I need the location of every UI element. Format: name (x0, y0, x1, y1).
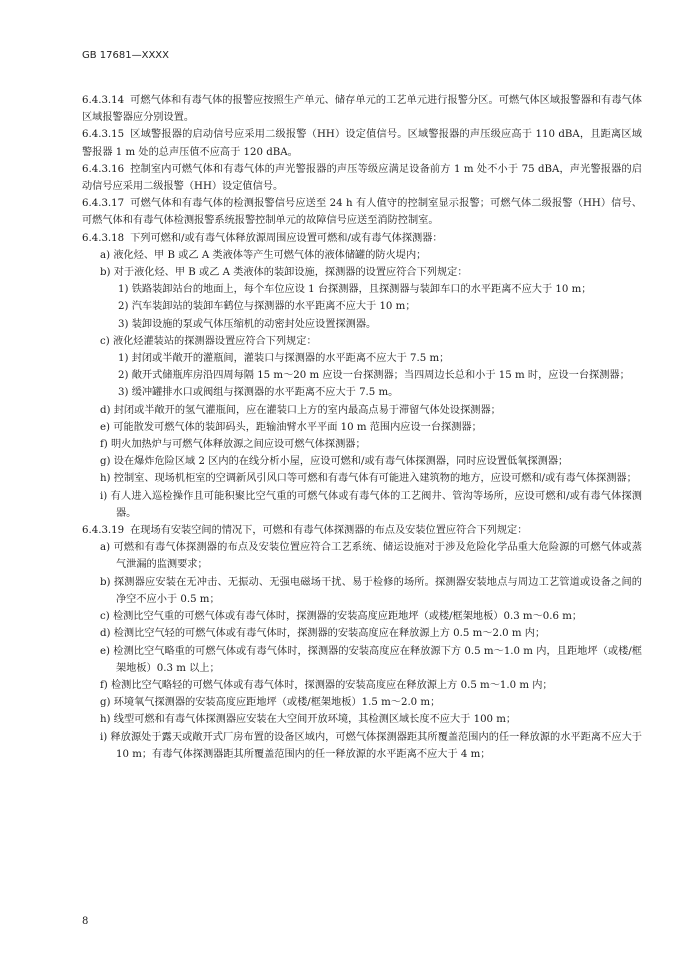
clause-text: 控制室内可燃气体和有毒气体的声光警报器的声压等级应满足设备前方 1 m 处不小于 75 dBA，声光警报器的启动信号应采用二级报警（HH）设定值信号。 (82, 163, 642, 193)
list-item (82, 264, 642, 281)
item-text: 控制室、现场机柜室的空调新风引风口等可燃和有毒气体有可能进入建筑物的地方，应设可燃和/或有毒气体探测器； (113, 473, 637, 485)
item-text: 可能散发可燃气体的装卸码头，距输油臂水平平面 10 m 范围内应设一台探测器； (113, 421, 482, 433)
item-label: c) (100, 335, 110, 347)
sub-item (82, 316, 642, 333)
item-label: a) (100, 249, 111, 261)
list-item (82, 488, 642, 522)
list-item (82, 419, 642, 436)
clause-text: 可燃气体和有毒气体的检测报警信号应送至 24 h 有人值守的控制室显示报警；可燃气体二级报警（HH）信号、可燃气体和有毒气体检测报警系统报警控制单元的故障信号应送至消防控制室。 (82, 198, 642, 227)
sub-item (82, 298, 642, 315)
item-text: 环境氧气探测器的安装高度应距地坪（或楼/框架地板）1.5 m～2.0 m； (113, 697, 441, 709)
item-text: 检测比空气重的可燃气体或有毒气体时，探测器的安装高度应距地坪（或楼/框架地板）0.3 m～0.6 m； (112, 611, 583, 623)
clause-text: 下列可燃和/或有毒气体释放源周围应设置可燃和/或有毒气体探测器： (130, 232, 443, 244)
item-label: i) (100, 731, 108, 743)
sub-item (82, 281, 642, 298)
clause-number: 6.4.3.15 (82, 129, 125, 141)
item-text: 液化烃灌装站的探测器设置应符合下列规定： (112, 335, 317, 347)
document-body (82, 92, 642, 763)
item-label: 1) (118, 284, 129, 296)
list-item (82, 729, 642, 763)
clause-text: 在现场有安装空间的情况下，可燃和有毒气体探测器的布点及安装位置应符合下列规定： (130, 525, 528, 537)
item-label: 2) (118, 370, 129, 382)
list-item (82, 574, 642, 608)
list-item (82, 677, 642, 694)
item-label: c) (100, 611, 110, 623)
item-label: 2) (118, 301, 129, 313)
clause-number: 6.4.3.17 (82, 198, 125, 210)
item-text: 铁路装卸站台的地面上，每个车位应设 1 台探测器，且探测器与装卸车口的水平距离不应大于 10 m； (131, 284, 592, 296)
item-label: h) (100, 714, 111, 726)
list-item (82, 470, 642, 487)
item-text: 检测比空气略轻的可燃气体或有毒气体时，探测器的安装高度应在释放源上方 0.5 m～1.0 m 内； (111, 679, 553, 691)
item-text: 有人进入巡检操作且可能积聚比空气重的可燃气体或有毒气体的工艺阀井、管沟等场所，应设可燃和/或有毒气体探测器。 (110, 490, 642, 519)
clause-6-4-3-16 (82, 161, 642, 195)
item-text: 封闭或半敞开的氢气灌瓶间，应在灌装口上方的室内最高点易于滞留气体处设探测器； (113, 404, 501, 416)
item-text: 线型可燃和有毒气体探测器应安装在大空间开放环境，其检测区域长度不应大于 100 m； (113, 714, 517, 726)
clause-number: 6.4.3.19 (82, 525, 125, 537)
list-item (82, 247, 642, 264)
clause-6-4-3-19 (82, 522, 642, 539)
list-item (82, 539, 642, 573)
page-number: 8 (82, 916, 89, 927)
clause-6-4-3-14 (82, 92, 642, 126)
item-label: d) (100, 628, 111, 640)
list-item (82, 436, 642, 453)
item-text: 明火加热炉与可燃气体释放源之间应设可燃气体探测器； (111, 439, 366, 451)
item-text: 设在爆炸危险区域 2 区内的在线分析小屋，应设可燃和/或有毒气体探测器，同时应设置低氧探测器； (113, 456, 569, 468)
item-label: d) (100, 404, 111, 416)
list-item (82, 402, 642, 419)
item-text: 汽车装卸站的装卸车鹤位与探测器的水平距离不应大于 10 m； (131, 301, 416, 313)
item-text: 可燃和有毒气体探测器的布点及安装位置应符合工艺系统、储运设施对于涉及危险化学品重大危险源的可燃气体或蒸气泄漏的监测要求； (113, 542, 642, 571)
item-label: b) (100, 576, 111, 588)
item-text: 检测比空气略重的可燃气体或有毒气体时，探测器的安装高度应在释放源下方 0.5 m～1.0 m 内，且距地坪（或楼/框架地板）0.3 m 以上； (113, 645, 642, 674)
standard-code-header: GB 17681—XXXX (82, 50, 170, 61)
clause-number: 6.4.3.18 (82, 232, 125, 244)
list-item (82, 333, 642, 350)
item-label: e) (100, 421, 111, 433)
clause-text: 区域警报器的启动信号应采用二级报警（HH）设定值信号。区域警报器的声压级应高于 110 dBA，且距离区域警报器 1 m 处的总声压值不应高于 120 dBA。 (82, 129, 642, 158)
list-item (82, 453, 642, 470)
item-label: f) (100, 679, 108, 691)
list-item (82, 608, 642, 625)
sub-item (82, 350, 642, 367)
list-item (82, 625, 642, 642)
item-label: e) (100, 645, 111, 657)
clause-6-4-3-18 (82, 230, 642, 247)
item-label: 1) (118, 353, 129, 365)
item-text: 释放源处于露天或敞开式厂房布置的设备区域内，可燃气体探测器距其所覆盖范围内的任一释放源的水平距离不应大于 10 m；有毒气体探测器距其所覆盖范围内的任一释放源的水平距离不应大于 4 m； (110, 731, 642, 760)
item-label: a) (100, 542, 111, 554)
list-item (82, 643, 642, 677)
item-text: 封闭或半敞开的灌瓶间，灌装口与探测器的水平距离不应大于 7.5 m； (131, 353, 450, 365)
item-text: 检测比空气轻的可燃气体或有毒气体时，探测器的安装高度应在释放源上方 0.5 m～2.0 m 内； (113, 628, 546, 640)
item-label: g) (100, 697, 111, 709)
item-label: 3) (118, 318, 129, 330)
item-label: i) (100, 490, 108, 502)
list-item (82, 694, 642, 711)
clause-6-4-3-15 (82, 126, 642, 160)
clause-number: 6.4.3.14 (82, 95, 125, 106)
item-text: 探测器应安装在无冲击、无振动、无强电磁场干扰、易于检修的场所。探测器安装地点与周边工艺管道或设备之间的净空不应小于 0.5 m； (113, 576, 642, 605)
sub-item (82, 367, 642, 384)
item-label: f) (100, 439, 108, 451)
item-label: b) (100, 267, 111, 279)
item-label: 3) (118, 387, 129, 399)
item-label: h) (100, 473, 111, 485)
item-text: 液化烃、甲 B 或乙 A 类液体等产生可燃气体的液体储罐的防火堤内； (113, 249, 427, 261)
sub-item (82, 384, 642, 401)
clause-text: 可燃气体和有毒气体的报警应按照生产单元、储存单元的工艺单元进行报警分区。可燃气体区域报警器和有毒气体区域报警器应分别设置。 (82, 95, 642, 124)
item-text: 敞开式储瓶库房沿四周每隔 15 m～20 m 应设一台探测器；当四周边长总和小于 15 m 时，应设一台探测器； (131, 370, 630, 382)
item-text: 缓冲罐排水口或阀组与探测器的水平距离不应大于 7.5 m。 (131, 387, 399, 399)
clause-6-4-3-17 (82, 195, 642, 229)
list-item (82, 711, 642, 728)
item-label: g) (100, 456, 111, 468)
item-text: 对于液化烃、甲 B 或乙 A 类液体的装卸设施，探测器的设置应符合下列规定： (113, 267, 468, 279)
clause-number: 6.4.3.16 (82, 163, 125, 175)
item-text: 装卸设施的泵或气体压缩机的动密封处应设置探测器。 (131, 318, 377, 330)
